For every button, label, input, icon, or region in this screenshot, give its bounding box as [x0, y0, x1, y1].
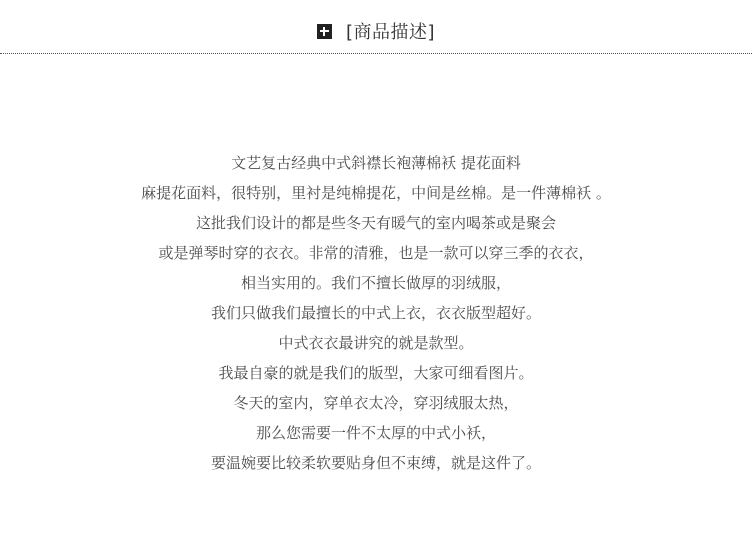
product-description	[0, 148, 752, 478]
description-line: 或是弹琴时穿的衣衣。非常的清雅，也是一款可以穿三季的衣衣，	[158, 244, 594, 262]
description-line: 我最自豪的就是我们的版型，大家可细看图片。	[218, 364, 534, 382]
description-line: 文艺复古经典中式斜襟长袍薄棉袄 提花面料	[231, 154, 521, 172]
section-header	[0, 16, 752, 46]
plus-icon	[317, 24, 332, 39]
description-line: 冬天的室内，穿单衣太冷，穿羽绒服太热，	[233, 394, 519, 412]
section-title: [商品描述]	[345, 22, 436, 43]
description-line: 相当实用的。我们不擅长做厚的羽绒服，	[240, 274, 511, 292]
description-line: 要温婉要比较柔软要贴身但不束缚，就是这件了。	[210, 454, 541, 472]
description-line: 麻提花面料，很特别，里衬是纯棉提花，中间是丝棉。是一件薄棉袄 。	[141, 184, 611, 202]
dotted-divider	[0, 53, 752, 54]
description-line: 这批我们设计的都是些冬天有暖气的室内喝茶或是聚会	[195, 214, 556, 232]
description-line: 那么您需要一件不太厚的中式小袄，	[255, 424, 496, 442]
description-line: 中式衣衣最讲究的就是款型。	[278, 334, 474, 352]
description-line: 我们只做我们最擅长的中式上衣，衣衣版型超好。	[210, 304, 541, 322]
